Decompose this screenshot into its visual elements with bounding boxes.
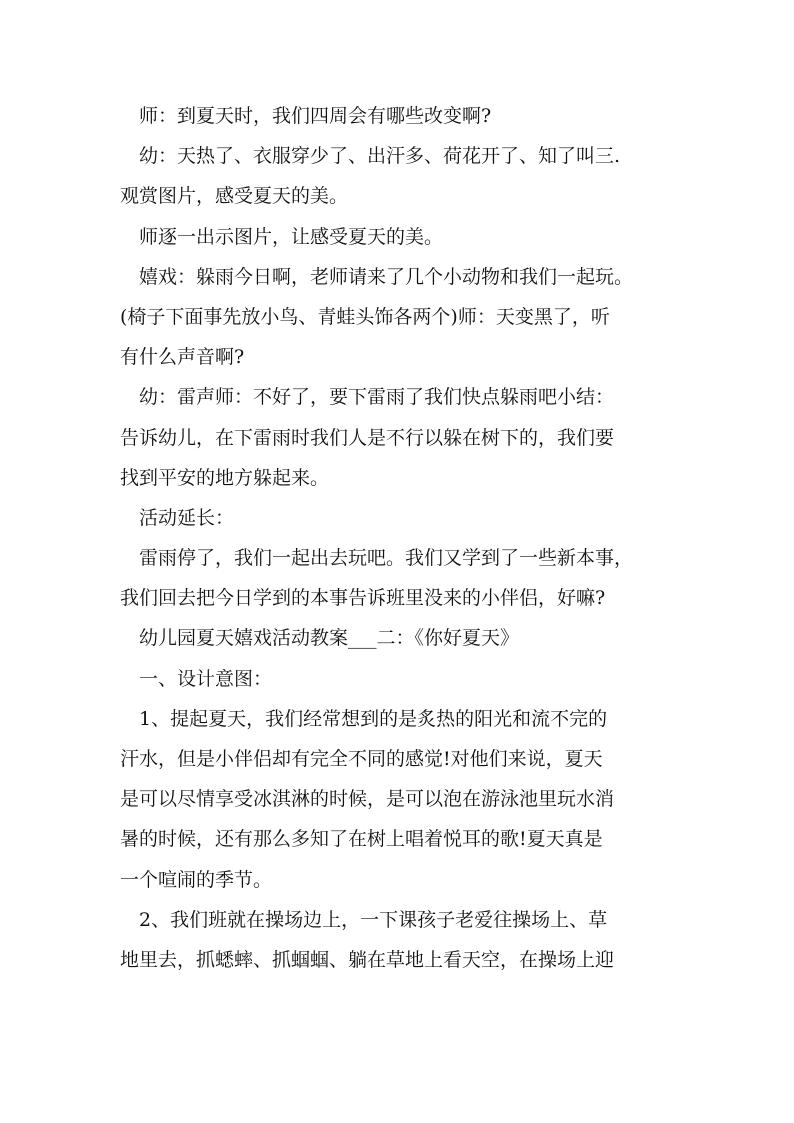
paragraph-line: 嬉戏：躲雨今日啊，老师请来了几个小动物和我们一起玩。 [139,265,634,288]
document-body [120,96,680,980]
section-heading: 活动延长： [139,506,235,529]
paragraph-line: 雷雨停了，我们一起出去玩吧。我们又学到了一些新本事， [139,547,634,570]
paragraph-line: 幼：天热了、衣服穿少了、出汗多、荷花开了、知了叫三. [139,145,621,168]
paragraph-line: 汗水，但是小伴侣却有完全不同的感觉!对他们来说，夏天 [120,748,603,770]
paragraph-line: 观赏图片，感受夏天的美。 [120,185,349,208]
paragraph-line: 我们回去把今日学到的本事告诉班里没来的小伴侣，好嘛? [120,587,606,610]
document-subtitle: 幼儿园夏天嬉戏活动教案___二：《你好夏天》 [139,627,520,650]
paragraph-line: 师：到夏天时，我们四周会有哪些改变啊? [139,105,492,127]
paragraph-line: 找到平安的地方躲起来。 [120,466,330,489]
paragraph-line: 2、我们班就在操场边上，一下课孩子老爱往操场上、草 [139,908,608,931]
paragraph-line: 师逐一出示图片，让感受夏天的美。 [139,225,444,248]
paragraph-line: 暑的时候，还有那么多知了在树上唱着悦耳的歌!夏天真是 [120,828,603,851]
paragraph-line: 有什么声音啊? [120,346,245,369]
paragraph-line: 幼：雷声师：不好了，要下雷雨了我们快点躲雨吧小结： [139,386,615,409]
paragraph-line: 告诉幼儿，在下雷雨时我们人是不行以躲在树下的，我们要 [120,426,615,449]
section-heading: 一、设计意图： [139,667,273,690]
paragraph-line: 一个喧闹的季节。 [120,868,273,891]
paragraph-line: (椅子下面事先放小鸟、青蛙头饰各两个)师：天变黑了，听 [120,305,610,328]
paragraph-line: 1、提起夏天，我们经常想到的是炙热的阳光和流不完的 [139,707,608,730]
paragraph-line: 地里去，抓蟋蟀、抓蝈蝈、躺在草地上看天空，在操场上迎 [120,948,615,971]
paragraph-line: 是可以尽情享受冰淇淋的时候，是可以泡在游泳池里玩水消 [120,788,615,811]
